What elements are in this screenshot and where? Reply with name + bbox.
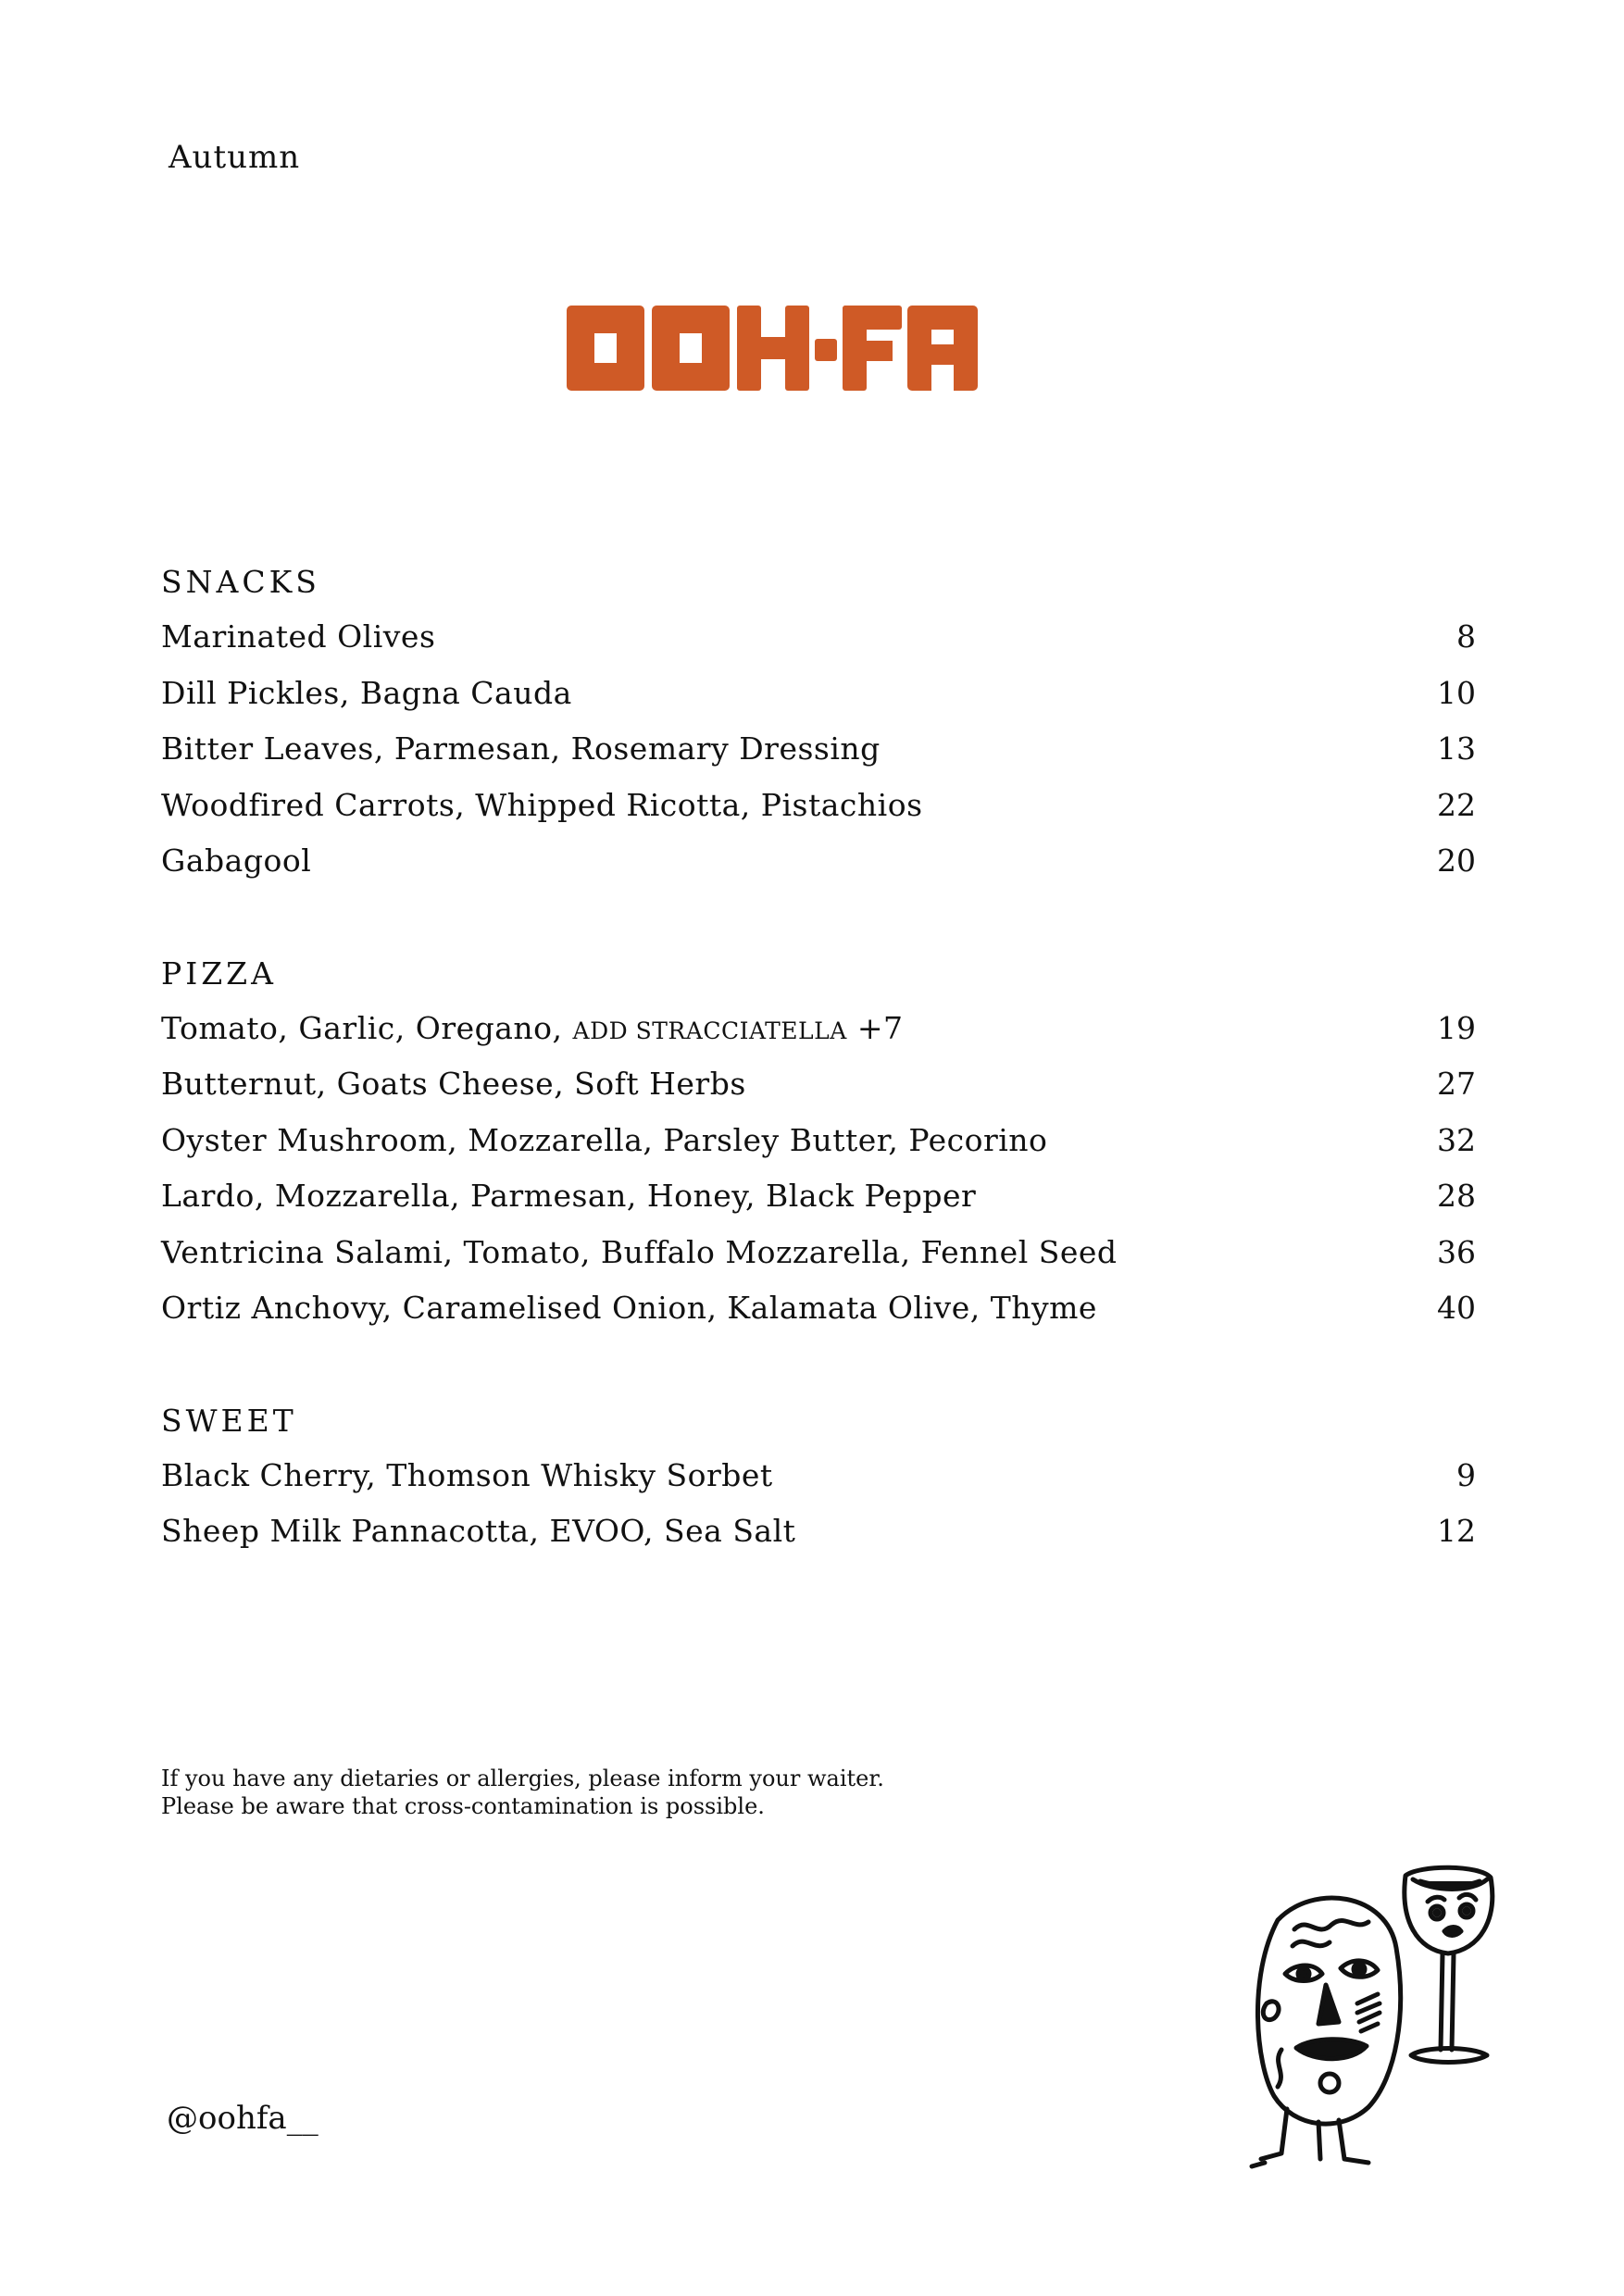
item-price: 28 — [1437, 1178, 1476, 1214]
item-price: 13 — [1437, 730, 1476, 767]
menu-item — [161, 1225, 1476, 1281]
menu-item — [161, 1056, 1476, 1113]
menu-item — [161, 666, 1476, 722]
item-price: 36 — [1437, 1233, 1476, 1270]
season-label: Autumn — [169, 139, 301, 176]
section-title: SNACKS — [161, 564, 320, 600]
item-name: Marinated Olives — [161, 618, 436, 655]
menu-item — [161, 609, 1476, 666]
menu-item — [161, 1280, 1476, 1337]
logo-wordmark — [567, 306, 978, 394]
section-title: PIZZA — [161, 955, 277, 992]
item-price: 27 — [1437, 1066, 1476, 1102]
item-name: Gabagool — [161, 842, 312, 879]
item-name: Tomato, Garlic, Oregano, — [161, 1009, 563, 1046]
allergy-note-line: Please be aware that cross-contamination is possible. — [161, 1793, 765, 1819]
item-addon-price: +7 — [856, 1009, 904, 1046]
item-price: 8 — [1456, 618, 1476, 655]
item-name: Sheep Milk Pannacotta, EVOO, Sea Salt — [161, 1513, 796, 1549]
potato-face-illustration — [1252, 1898, 1401, 2166]
item-name: Black Cherry, Thomson Whisky Sorbet — [161, 1456, 773, 1493]
item-name: Butternut, Goats Cheese, Soft Herbs — [161, 1066, 746, 1102]
item-price: 19 — [1437, 1009, 1476, 1046]
section-sweet — [161, 1394, 1476, 1560]
item-name: Woodfired Carrots, Whipped Ricotta, Pistachios — [161, 786, 923, 823]
mascot-illustration — [1230, 1865, 1498, 2183]
menu-item — [161, 1113, 1476, 1169]
section-title: SWEET — [161, 1402, 297, 1439]
item-name: Dill Pickles, Bagna Cauda — [161, 674, 572, 711]
menu-item — [161, 778, 1476, 834]
item-price: 10 — [1437, 674, 1476, 711]
menu-item — [161, 1504, 1476, 1560]
item-name: Oyster Mushroom, Mozzarella, Parsley Butter, Pecorino — [161, 1121, 1048, 1158]
item-name: Lardo, Mozzarella, Parmesan, Honey, Black Pepper — [161, 1178, 977, 1214]
section-snacks — [161, 555, 1476, 890]
item-price: 22 — [1437, 786, 1476, 823]
wine-glass-face-illustration — [1405, 1867, 1493, 2062]
allergy-note-line: If you have any dietaries or allergies, please inform your waiter. — [161, 1766, 884, 1791]
item-price: 12 — [1437, 1513, 1476, 1549]
item-price: 32 — [1437, 1121, 1476, 1158]
item-name-with-addon — [161, 1001, 903, 1060]
allergy-note — [161, 1765, 884, 1820]
item-price: 20 — [1437, 842, 1476, 879]
menu-item — [161, 1001, 1476, 1057]
item-name: Ortiz Anchovy, Caramelised Onion, Kalamata Olive, Thyme — [161, 1290, 1097, 1326]
social-handle: @oohfa__ — [167, 2100, 319, 2137]
item-name: Ventricina Salami, Tomato, Buffalo Mozzarella, Fennel Seed — [161, 1233, 1118, 1270]
menu-item — [161, 1448, 1476, 1504]
section-pizza — [161, 947, 1476, 1337]
item-price: 9 — [1456, 1456, 1476, 1493]
menu-item — [161, 721, 1476, 778]
menu-item — [161, 833, 1476, 890]
item-addon: ADD STRACCIATELLA — [572, 1017, 847, 1044]
menu — [161, 555, 1476, 1617]
item-price: 40 — [1437, 1290, 1476, 1326]
item-name: Bitter Leaves, Parmesan, Rosemary Dressing — [161, 730, 881, 767]
menu-item — [161, 1168, 1476, 1225]
